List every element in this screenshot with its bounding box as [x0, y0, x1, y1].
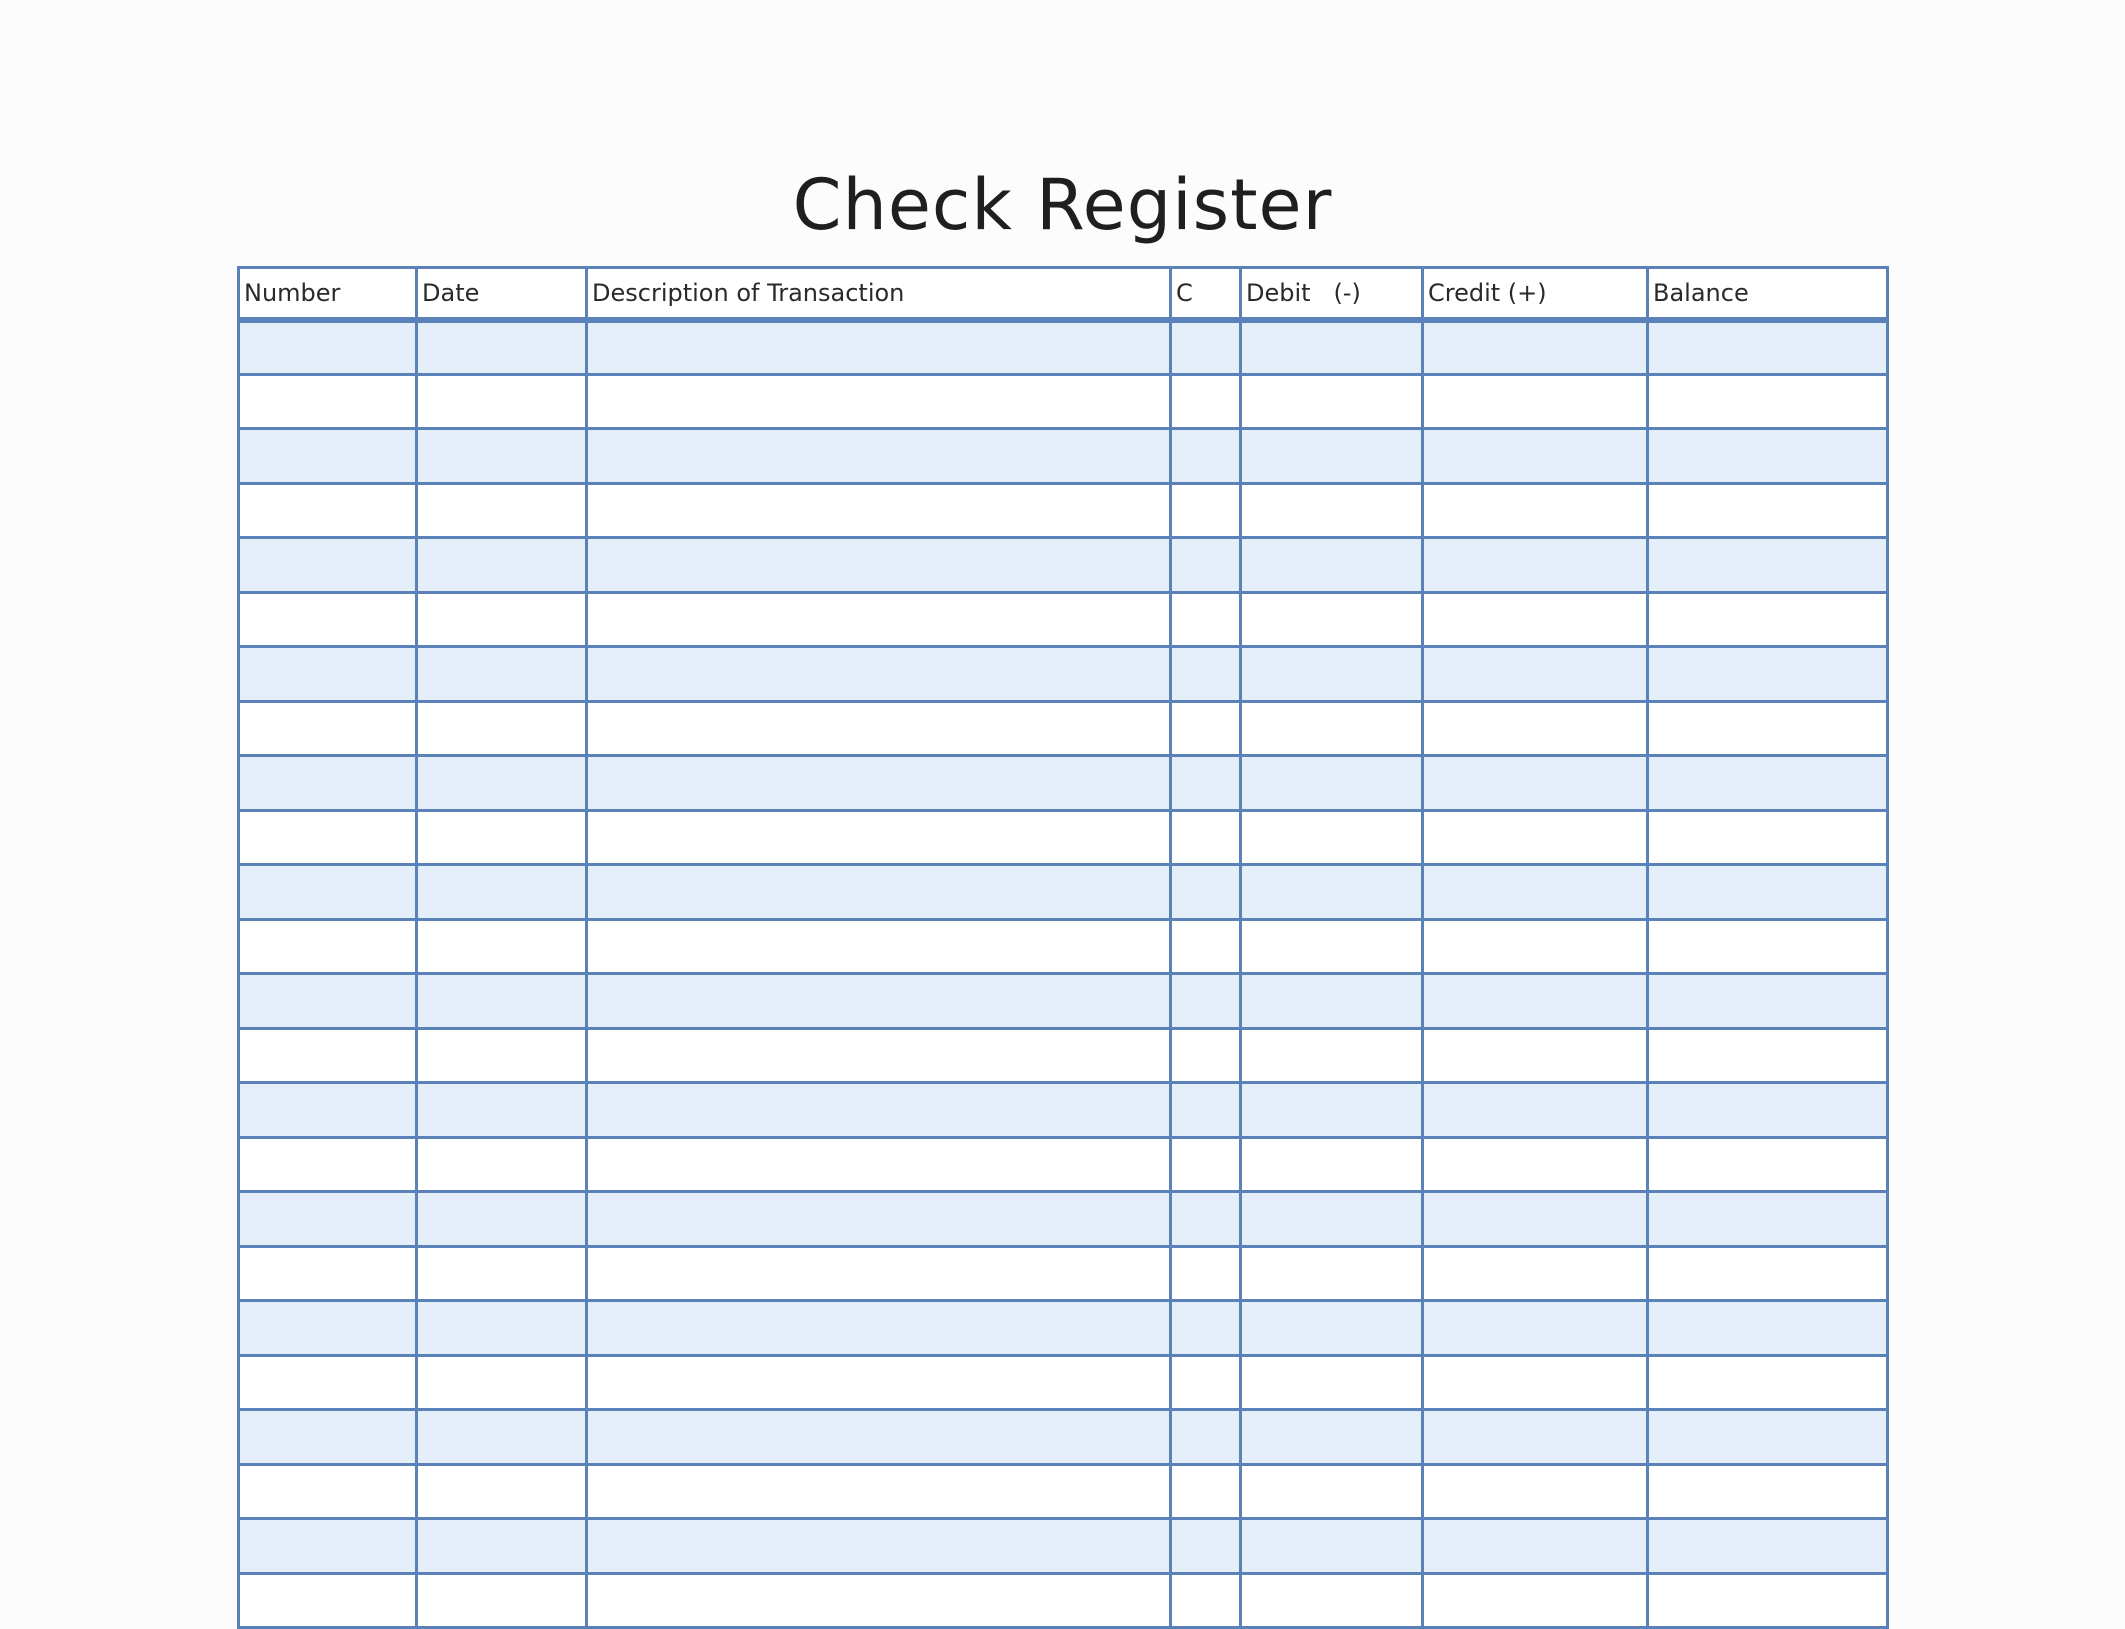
cell-description[interactable] — [587, 538, 1171, 593]
cell-credit[interactable] — [1423, 1301, 1648, 1356]
cell-cleared[interactable] — [1171, 865, 1241, 920]
cell-debit[interactable] — [1241, 538, 1423, 593]
cell-balance[interactable] — [1648, 1410, 1888, 1465]
cell-cleared[interactable] — [1171, 1301, 1241, 1356]
cell-debit[interactable] — [1241, 756, 1423, 811]
cell-cleared[interactable] — [1171, 1519, 1241, 1574]
table-row — [239, 1573, 1888, 1628]
cell-description[interactable] — [587, 374, 1171, 429]
cell-description[interactable] — [587, 1083, 1171, 1138]
cell-balance[interactable] — [1648, 1246, 1888, 1301]
cell-credit[interactable] — [1423, 374, 1648, 429]
cell-debit[interactable] — [1241, 1028, 1423, 1083]
cell-credit[interactable] — [1423, 810, 1648, 865]
cell-description[interactable] — [587, 1573, 1171, 1628]
column-header-date: Date — [417, 268, 587, 320]
cell-credit[interactable] — [1423, 1355, 1648, 1410]
cell-debit[interactable] — [1241, 429, 1423, 484]
cell-date[interactable] — [417, 1028, 587, 1083]
cell-debit[interactable] — [1241, 1192, 1423, 1247]
cell-credit[interactable] — [1423, 865, 1648, 920]
table-row — [239, 701, 1888, 756]
cell-number[interactable] — [239, 374, 417, 429]
cell-credit[interactable] — [1423, 483, 1648, 538]
cell-debit[interactable] — [1241, 320, 1423, 375]
cell-date[interactable] — [417, 1464, 587, 1519]
cell-number[interactable] — [239, 701, 417, 756]
cell-credit[interactable] — [1423, 1519, 1648, 1574]
table-row — [239, 647, 1888, 702]
cell-date[interactable] — [417, 647, 587, 702]
cell-balance[interactable] — [1648, 429, 1888, 484]
cell-balance[interactable] — [1648, 865, 1888, 920]
cell-description[interactable] — [587, 756, 1171, 811]
cell-credit[interactable] — [1423, 701, 1648, 756]
table-row — [239, 1192, 1888, 1247]
table-row — [239, 1028, 1888, 1083]
cell-debit[interactable] — [1241, 647, 1423, 702]
cell-balance[interactable] — [1648, 1464, 1888, 1519]
cell-number[interactable] — [239, 974, 417, 1029]
cell-number[interactable] — [239, 1083, 417, 1138]
cell-credit[interactable] — [1423, 1573, 1648, 1628]
column-header-number: Number — [239, 268, 417, 320]
cell-description[interactable] — [587, 1137, 1171, 1192]
cell-balance[interactable] — [1648, 1028, 1888, 1083]
cell-debit[interactable] — [1241, 1464, 1423, 1519]
cell-credit[interactable] — [1423, 1464, 1648, 1519]
cell-number[interactable] — [239, 1410, 417, 1465]
cell-description[interactable] — [587, 1410, 1171, 1465]
cell-cleared[interactable] — [1171, 756, 1241, 811]
cell-number[interactable] — [239, 810, 417, 865]
cell-description[interactable] — [587, 1355, 1171, 1410]
cell-debit[interactable] — [1241, 483, 1423, 538]
table-row — [239, 429, 1888, 484]
cell-number[interactable] — [239, 1355, 417, 1410]
cell-number[interactable] — [239, 1519, 417, 1574]
cell-cleared[interactable] — [1171, 1464, 1241, 1519]
cell-number[interactable] — [239, 1464, 417, 1519]
cell-balance[interactable] — [1648, 756, 1888, 811]
cell-cleared[interactable] — [1171, 1083, 1241, 1138]
cell-cleared[interactable] — [1171, 538, 1241, 593]
cell-credit[interactable] — [1423, 320, 1648, 375]
cell-credit[interactable] — [1423, 1028, 1648, 1083]
cell-cleared[interactable] — [1171, 1355, 1241, 1410]
table-row — [239, 919, 1888, 974]
table-row — [239, 974, 1888, 1029]
cell-debit[interactable] — [1241, 919, 1423, 974]
cell-description[interactable] — [587, 1519, 1171, 1574]
cell-cleared[interactable] — [1171, 974, 1241, 1029]
column-header-credit: Credit (+) — [1423, 268, 1648, 320]
cell-balance[interactable] — [1648, 1083, 1888, 1138]
table-row — [239, 1410, 1888, 1465]
cell-balance[interactable] — [1648, 1137, 1888, 1192]
cell-debit[interactable] — [1241, 374, 1423, 429]
table-row — [239, 1355, 1888, 1410]
cell-date[interactable] — [417, 592, 587, 647]
cell-description[interactable] — [587, 865, 1171, 920]
cell-description[interactable] — [587, 1246, 1171, 1301]
cell-credit[interactable] — [1423, 1410, 1648, 1465]
cell-description[interactable] — [587, 919, 1171, 974]
cell-description[interactable] — [587, 429, 1171, 484]
cell-debit[interactable] — [1241, 1246, 1423, 1301]
cell-date[interactable] — [417, 974, 587, 1029]
cell-number[interactable] — [239, 320, 417, 375]
cell-cleared[interactable] — [1171, 1137, 1241, 1192]
cell-balance[interactable] — [1648, 538, 1888, 593]
cell-cleared[interactable] — [1171, 429, 1241, 484]
table-row — [239, 320, 1888, 375]
cell-credit[interactable] — [1423, 1246, 1648, 1301]
cell-credit[interactable] — [1423, 429, 1648, 484]
table-row — [239, 483, 1888, 538]
cell-number[interactable] — [239, 1137, 417, 1192]
cell-debit[interactable] — [1241, 865, 1423, 920]
cell-balance[interactable] — [1648, 592, 1888, 647]
cell-date[interactable] — [417, 1410, 587, 1465]
cell-debit[interactable] — [1241, 810, 1423, 865]
cell-balance[interactable] — [1648, 1192, 1888, 1247]
cell-date[interactable] — [417, 1192, 587, 1247]
cell-debit[interactable] — [1241, 1573, 1423, 1628]
cell-balance[interactable] — [1648, 1355, 1888, 1410]
cell-cleared[interactable] — [1171, 701, 1241, 756]
cell-cleared[interactable] — [1171, 320, 1241, 375]
check-register-table — [237, 266, 1889, 1629]
cell-number[interactable] — [239, 1028, 417, 1083]
cell-number[interactable] — [239, 919, 417, 974]
cell-credit[interactable] — [1423, 538, 1648, 593]
cell-debit[interactable] — [1241, 592, 1423, 647]
table-row — [239, 1246, 1888, 1301]
header-row — [239, 268, 1888, 320]
cell-date[interactable] — [417, 756, 587, 811]
cell-cleared[interactable] — [1171, 1573, 1241, 1628]
cell-debit[interactable] — [1241, 701, 1423, 756]
cell-balance[interactable] — [1648, 647, 1888, 702]
cell-description[interactable] — [587, 701, 1171, 756]
table-row — [239, 865, 1888, 920]
cell-number[interactable] — [239, 647, 417, 702]
table-row — [239, 538, 1888, 593]
cell-date[interactable] — [417, 1519, 587, 1574]
cell-date[interactable] — [417, 538, 587, 593]
cell-debit[interactable] — [1241, 1137, 1423, 1192]
cell-description[interactable] — [587, 1301, 1171, 1356]
cell-credit[interactable] — [1423, 647, 1648, 702]
cell-cleared[interactable] — [1171, 647, 1241, 702]
cell-cleared[interactable] — [1171, 483, 1241, 538]
cell-number[interactable] — [239, 1246, 417, 1301]
cell-debit[interactable] — [1241, 1355, 1423, 1410]
cell-date[interactable] — [417, 374, 587, 429]
cell-credit[interactable] — [1423, 1083, 1648, 1138]
cell-balance[interactable] — [1648, 320, 1888, 375]
cell-number[interactable] — [239, 1573, 417, 1628]
cell-credit[interactable] — [1423, 974, 1648, 1029]
cell-number[interactable] — [239, 429, 417, 484]
cell-credit[interactable] — [1423, 919, 1648, 974]
cell-number[interactable] — [239, 865, 417, 920]
column-header-debit: Debit (-) — [1241, 268, 1423, 320]
cell-credit[interactable] — [1423, 1192, 1648, 1247]
table-row — [239, 1464, 1888, 1519]
cell-credit[interactable] — [1423, 756, 1648, 811]
cell-balance[interactable] — [1648, 1519, 1888, 1574]
cell-debit[interactable] — [1241, 1083, 1423, 1138]
cell-balance[interactable] — [1648, 701, 1888, 756]
cell-description[interactable] — [587, 1464, 1171, 1519]
page-title: Check Register — [792, 164, 1333, 246]
table-row — [239, 1301, 1888, 1356]
cell-number[interactable] — [239, 592, 417, 647]
cell-description[interactable] — [587, 810, 1171, 865]
cell-balance[interactable] — [1648, 810, 1888, 865]
cell-date[interactable] — [417, 429, 587, 484]
cell-description[interactable] — [587, 483, 1171, 538]
table-row — [239, 374, 1888, 429]
cell-cleared[interactable] — [1171, 374, 1241, 429]
cell-balance[interactable] — [1648, 483, 1888, 538]
cell-date[interactable] — [417, 1083, 587, 1138]
cell-number[interactable] — [239, 1301, 417, 1356]
cell-cleared[interactable] — [1171, 1410, 1241, 1465]
cell-date[interactable] — [417, 810, 587, 865]
cell-debit[interactable] — [1241, 1410, 1423, 1465]
table-row — [239, 1519, 1888, 1574]
cell-description[interactable] — [587, 1192, 1171, 1247]
cell-date[interactable] — [417, 1355, 587, 1410]
cell-balance[interactable] — [1648, 1301, 1888, 1356]
column-header-description: Description of Transaction — [587, 268, 1171, 320]
cell-balance[interactable] — [1648, 919, 1888, 974]
cell-date[interactable] — [417, 1137, 587, 1192]
cell-date[interactable] — [417, 701, 587, 756]
cell-debit[interactable] — [1241, 1519, 1423, 1574]
cell-description[interactable] — [587, 592, 1171, 647]
cell-date[interactable] — [417, 483, 587, 538]
cell-debit[interactable] — [1241, 1301, 1423, 1356]
table-row — [239, 810, 1888, 865]
cell-date[interactable] — [417, 1301, 587, 1356]
cell-cleared[interactable] — [1171, 1028, 1241, 1083]
cell-date[interactable] — [417, 1246, 587, 1301]
table-row — [239, 756, 1888, 811]
table-row — [239, 592, 1888, 647]
cell-description[interactable] — [587, 974, 1171, 1029]
cell-date[interactable] — [417, 919, 587, 974]
cell-cleared[interactable] — [1171, 1192, 1241, 1247]
cell-debit[interactable] — [1241, 974, 1423, 1029]
cell-cleared[interactable] — [1171, 592, 1241, 647]
cell-cleared[interactable] — [1171, 810, 1241, 865]
column-header-cleared: C — [1171, 268, 1241, 320]
cell-cleared[interactable] — [1171, 1246, 1241, 1301]
cell-number[interactable] — [239, 538, 417, 593]
cell-number[interactable] — [239, 756, 417, 811]
cell-date[interactable] — [417, 320, 587, 375]
cell-balance[interactable] — [1648, 374, 1888, 429]
cell-date[interactable] — [417, 865, 587, 920]
cell-description[interactable] — [587, 1028, 1171, 1083]
table-row — [239, 1083, 1888, 1138]
cell-cleared[interactable] — [1171, 919, 1241, 974]
cell-balance[interactable] — [1648, 1573, 1888, 1628]
cell-number[interactable] — [239, 1192, 417, 1247]
cell-balance[interactable] — [1648, 974, 1888, 1029]
cell-description[interactable] — [587, 647, 1171, 702]
register-body — [239, 320, 1888, 1628]
cell-date[interactable] — [417, 1573, 587, 1628]
table-row — [239, 1137, 1888, 1192]
cell-credit[interactable] — [1423, 1137, 1648, 1192]
cell-number[interactable] — [239, 483, 417, 538]
cell-description[interactable] — [587, 320, 1171, 375]
column-header-balance: Balance — [1648, 268, 1888, 320]
cell-credit[interactable] — [1423, 592, 1648, 647]
